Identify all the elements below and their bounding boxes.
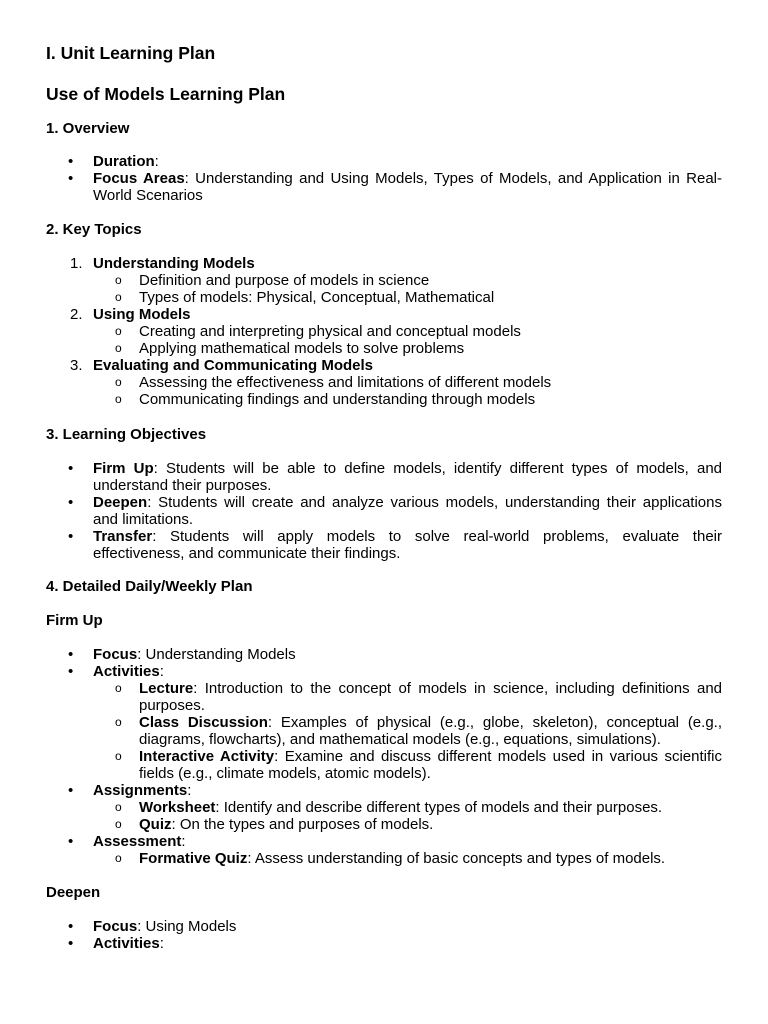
item-number: 1. [70, 255, 83, 272]
sub-bullet-icon: o [115, 681, 122, 695]
item-number: 2. [70, 306, 83, 323]
sub-item-text: Applying mathematical models to solve problems [139, 340, 465, 357]
list-item [46, 306, 722, 323]
bullet-icon: • [68, 663, 74, 680]
item-text: : Students will apply models to solve real-world problems, evaluate their effectiveness, and communicate their findings. [93, 528, 722, 562]
bullet-icon: • [68, 494, 74, 511]
item-label: Activities [93, 935, 160, 952]
sub-item [46, 714, 722, 748]
item-label: Assignments [93, 782, 188, 799]
sub-item [46, 340, 722, 357]
sub-item-label: Interactive Activity [139, 748, 275, 765]
sub-item-text: Assessing the effectiveness and limitations of different models [139, 374, 552, 391]
sub-item [46, 680, 722, 714]
item-label: Understanding Models [93, 255, 255, 272]
sub-item-text: : Introduction to the concept of models in science, including definitions and purposes. [139, 680, 722, 714]
item-label: Using Models [93, 306, 191, 323]
item-text: : [154, 153, 159, 170]
list-item [46, 918, 722, 935]
list-item [46, 255, 722, 272]
list-item [46, 528, 722, 562]
sub-item-label: Formative Quiz [139, 850, 248, 867]
sub-bullet-icon: o [115, 341, 122, 355]
deepen-heading: Deepen [46, 884, 101, 901]
sub-bullet-icon: o [115, 749, 122, 763]
key-topics-heading: 2. Key Topics [46, 221, 142, 238]
sub-item [46, 816, 722, 833]
sub-bullet-icon: o [115, 851, 122, 865]
sub-item [46, 374, 722, 391]
sub-item [46, 289, 722, 306]
item-label: Focus Areas [93, 170, 185, 187]
sub-bullet-icon: o [115, 324, 122, 338]
item-text: : [159, 935, 164, 952]
sub-item-label: Lecture [139, 680, 194, 697]
sub-item-text: : Examples of physical (e.g., globe, skeleton), conceptual (e.g., diagrams, flowcharts), and mathematical models (e.g., equations, simulations). [139, 714, 722, 748]
list-item [46, 170, 722, 204]
item-number: 3. [70, 357, 83, 374]
list-item [46, 460, 722, 494]
bullet-icon: • [68, 460, 74, 477]
sub-bullet-icon: o [115, 817, 122, 831]
sub-item [46, 799, 722, 816]
sub-item-text: : On the types and purposes of models. [171, 816, 434, 833]
sub-bullet-icon: o [115, 800, 122, 814]
item-text: : Students will create and analyze various models, understanding their applications and limitations. [93, 494, 722, 528]
item-text: : Understanding Models [137, 646, 296, 663]
sub-item [46, 391, 722, 408]
key-topics-list [46, 255, 722, 408]
sub-bullet-icon: o [115, 290, 122, 304]
sub-item [46, 272, 722, 289]
sub-bullet-icon: o [115, 392, 122, 406]
bullet-icon: • [68, 646, 74, 663]
sub-bullet-icon: o [115, 715, 122, 729]
sub-item [46, 850, 722, 867]
sub-item-label: Worksheet [139, 799, 216, 816]
list-item [46, 833, 722, 850]
unit-title: I. Unit Learning Plan [46, 43, 216, 63]
item-text: : [159, 663, 164, 680]
sub-bullet-icon: o [115, 273, 122, 287]
plan-heading: 4. Detailed Daily/Weekly Plan [46, 578, 253, 595]
sub-item-label: Class Discussion [139, 714, 268, 731]
firm-up-heading: Firm Up [46, 612, 103, 629]
item-text: : Understanding and Using Models, Types of Models, and Application in Real-World Scenarios [93, 170, 723, 204]
plan-title: Use of Models Learning Plan [46, 84, 286, 104]
item-text: : Using Models [137, 918, 237, 935]
bullet-icon: • [68, 918, 74, 935]
sub-item-label: Quiz [139, 816, 172, 833]
objectives-heading: 3. Learning Objectives [46, 426, 207, 443]
bullet-icon: • [68, 528, 74, 545]
bullet-icon: • [68, 833, 74, 850]
sub-bullet-icon: o [115, 375, 122, 389]
item-label: Assessment [93, 833, 182, 850]
list-item [46, 357, 722, 374]
bullet-icon: • [68, 782, 74, 799]
item-label: Transfer [93, 528, 153, 545]
sub-item-text: : Examine and discuss different models used in various scientific fields (e.g., climate models, atomic models). [139, 748, 722, 782]
list-item [46, 663, 722, 680]
item-label: Deepen [93, 494, 148, 511]
item-label: Evaluating and Communicating Models [93, 357, 374, 374]
firm-up-list [46, 646, 722, 867]
list-item [46, 782, 722, 799]
sub-item-text: : Assess understanding of basic concepts and types of models. [247, 850, 666, 867]
sub-item-text: Creating and interpreting physical and conceptual models [139, 323, 521, 340]
item-label: Duration [93, 153, 155, 170]
item-text: : Students will be able to define models, identify different types of models, and understand their purposes. [93, 460, 723, 494]
sub-item-text: Communicating findings and understanding through models [139, 391, 536, 408]
item-label: Firm Up [93, 460, 154, 477]
overview-heading: 1. Overview [46, 120, 130, 137]
item-text: : [187, 782, 192, 799]
sub-item-text: Definition and purpose of models in science [139, 272, 430, 289]
item-label: Activities [93, 663, 160, 680]
sub-item [46, 748, 722, 782]
deepen-list [46, 918, 722, 952]
item-text: : [181, 833, 186, 850]
bullet-icon: • [68, 170, 74, 187]
objectives-list [46, 460, 722, 562]
list-item [46, 935, 722, 952]
item-label: Focus [93, 646, 138, 663]
sub-item [46, 323, 722, 340]
list-item [46, 153, 722, 170]
bullet-icon: • [68, 153, 74, 170]
list-item [46, 646, 722, 663]
item-label: Focus [93, 918, 138, 935]
sub-item-text: : Identify and describe different types of models and their purposes. [215, 799, 663, 816]
sub-item-text: Types of models: Physical, Conceptual, Mathematical [139, 289, 495, 306]
bullet-icon: • [68, 935, 74, 952]
overview-list [46, 153, 722, 204]
list-item [46, 494, 722, 528]
